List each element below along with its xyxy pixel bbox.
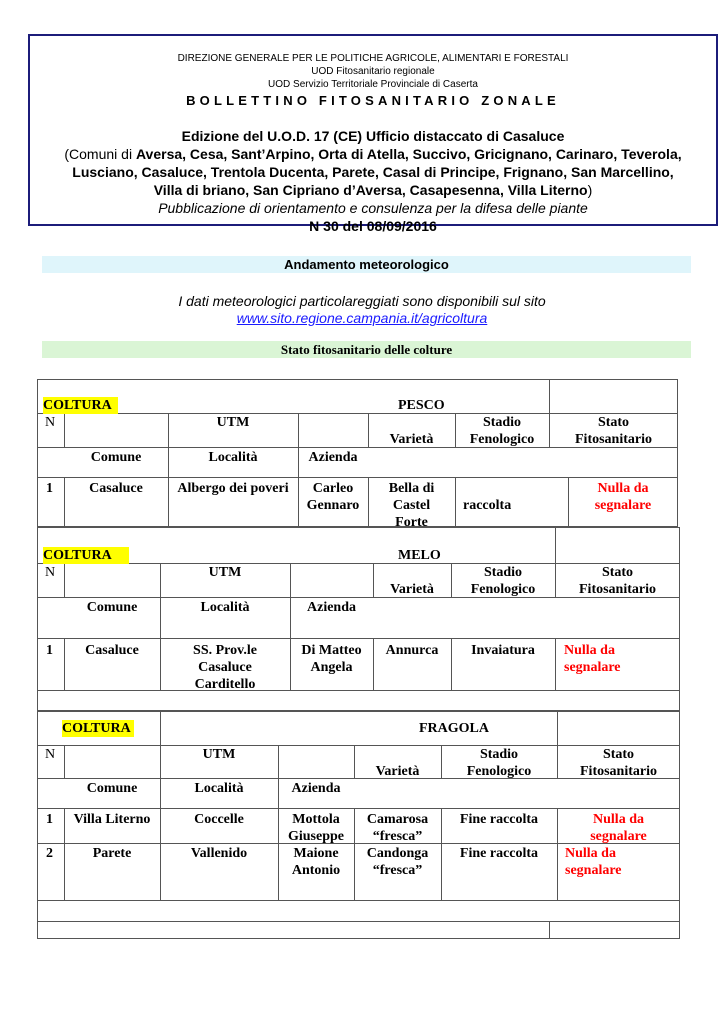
bulletin-number: N 30 del 08/09/2016	[309, 218, 437, 234]
header-direzione: DIREZIONE GENERALE PER LE POLITICHE AGRICOLE, ALIMENTARI E FORESTALI	[177, 53, 569, 64]
stato-heading: Stato fitosanitario delle colture	[42, 341, 691, 358]
header-varieta: Varietà	[375, 764, 420, 779]
comuni-line-1: (Comuni di Aversa, Cesa, Sant’Arpino, Orta di Atella, Succivo, Gricignano, Carinaro, Teverola,	[64, 146, 682, 162]
coltura-label-fragola: COLTURA	[62, 720, 134, 737]
row-localita: SS. Prov.le Casaluce Carditello	[193, 643, 257, 692]
header-stadio: Stadio Fenologico	[466, 747, 532, 779]
row-azienda: Di Matteo Angela	[301, 643, 362, 675]
pubblicazione: Pubblicazione di orientamento e consulenza per la difesa delle piante	[158, 200, 588, 216]
row-n: 2	[46, 846, 53, 861]
row-n: 1	[46, 643, 53, 658]
row-stato: Nulla da segnalare	[590, 812, 647, 844]
row-azienda: Carleo Gennaro	[306, 481, 360, 513]
row-localita: Albergo dei poveri	[177, 481, 289, 496]
coltura-name-pesco: PESCO	[398, 398, 445, 413]
edizione: Edizione del U.O.D. 17 (CE) Ufficio distaccato di Casaluce	[181, 128, 565, 144]
row-azienda: Mottola Giuseppe	[287, 812, 344, 844]
row-n: 1	[46, 481, 53, 496]
header-n: N	[45, 415, 56, 430]
row-varieta: Camarosa “fresca”	[366, 812, 429, 844]
coltura-label-melo: COLTURA	[43, 547, 129, 564]
row-stato: Nulla da segnalare	[594, 481, 652, 513]
header-n: N	[45, 565, 56, 580]
coltura-label-pesco: COLTURA	[43, 397, 118, 414]
header-varieta: Varietà	[389, 432, 434, 447]
row-azienda: Maione Antonio	[291, 846, 341, 878]
header-localita: Località	[194, 781, 244, 796]
row-stadio: raccolta	[463, 498, 512, 513]
row-comune: Casaluce	[85, 643, 139, 658]
header-azienda: Azienda	[291, 781, 341, 796]
header-localita: Località	[208, 450, 258, 465]
header-stato: Stato Fitosanitario	[580, 747, 657, 779]
comuni-line-3: Villa di briano, San Cipriano d’Aversa, Casapesenna, Villa Literno)	[153, 182, 593, 198]
header-azienda: Azienda	[307, 600, 356, 615]
row-varieta: Annurca	[385, 643, 439, 658]
header-utm: UTM	[216, 415, 250, 430]
header-comune: Comune	[86, 600, 138, 615]
row-varieta: Bella di Castel Forte	[388, 481, 435, 530]
melo-frame	[37, 527, 680, 711]
row-varieta: Candonga “fresca”	[366, 846, 429, 878]
header-varieta: Varietà	[390, 582, 434, 597]
header-localita: Località	[200, 600, 250, 615]
row-n: 1	[46, 812, 53, 827]
header-comune: Comune	[86, 781, 138, 796]
header-azienda: Azienda	[308, 450, 358, 465]
header-utm: UTM	[202, 747, 236, 762]
coltura-name-fragola: FRAGOLA	[419, 721, 489, 736]
header-box	[28, 34, 718, 234]
meteo-link[interactable]: www.sito.regione.campania.it/agricoltura	[236, 310, 488, 326]
coltura-name-melo: MELO	[398, 548, 441, 563]
bulletin-title: BOLLETTINO FITOSANITARIO ZONALE	[186, 93, 560, 108]
row-localita: Coccelle	[194, 812, 244, 827]
header-stadio: Stadio Fenologico	[469, 415, 535, 447]
meteo-text: I dati meteorologici particolareggiati sono disponibili sul sito	[178, 293, 546, 309]
header-stato: Stato Fitosanitario	[579, 565, 656, 597]
row-comune: Parete	[92, 846, 132, 861]
meteo-section	[0, 293, 724, 327]
row-comune: Villa Literno	[73, 812, 151, 827]
row-stadio: Invaiatura	[471, 643, 535, 658]
row-stato: Nulla da segnalare	[565, 846, 622, 878]
comuni-line-2: Lusciano, Casaluce, Trentola Ducenta, Parete, Casal di Principe, Frignano, San Marcellino,	[72, 164, 674, 180]
row-localita: Vallenido	[190, 846, 248, 861]
header-stato: Stato Fitosanitario	[575, 415, 652, 447]
row-stato: Nulla da segnalare	[564, 643, 621, 675]
header-uod-fitosanitario: UOD Fitosanitario regionale	[311, 66, 435, 77]
header-n: N	[45, 747, 56, 762]
row-comune: Casaluce	[89, 481, 143, 496]
meteo-heading: Andamento meteorologico	[42, 256, 691, 273]
row-stadio: Fine raccolta	[459, 846, 539, 861]
header-uod-servizio: UOD Servizio Territoriale Provinciale di Caserta	[268, 79, 478, 90]
header-comune: Comune	[90, 450, 142, 465]
row-stadio: Fine raccolta	[459, 812, 539, 827]
header-stadio: Stadio Fenologico	[470, 565, 536, 597]
header-utm: UTM	[208, 565, 242, 580]
